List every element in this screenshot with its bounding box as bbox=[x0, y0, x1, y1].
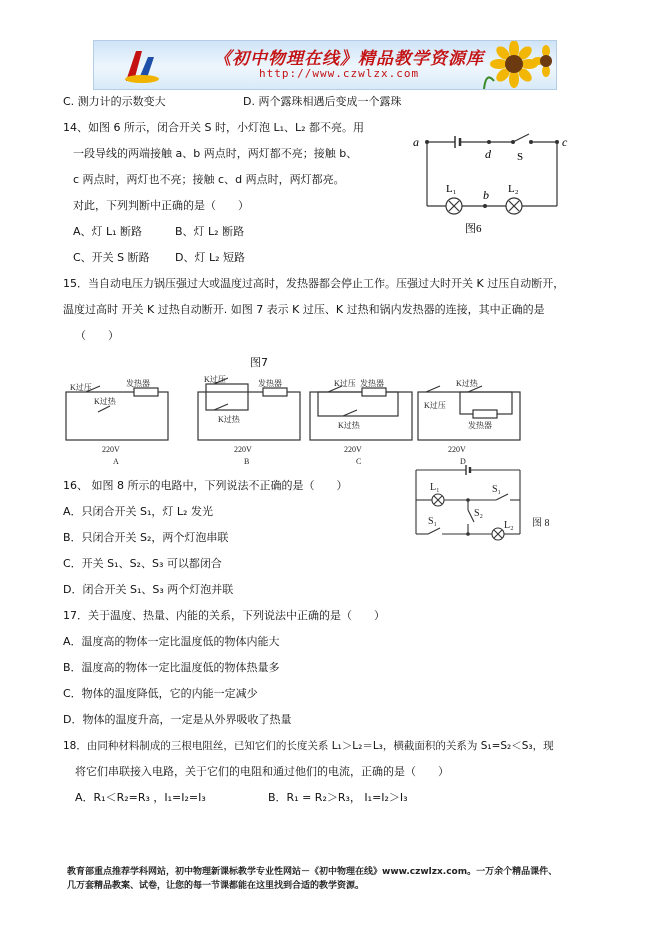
fig6-label-c: c bbox=[562, 135, 568, 149]
fig7b-k-guore: K过热 bbox=[218, 415, 240, 424]
q16-stem-line1: 16、 如图 8 所示的电路中，下列说法不正确的是（ ） bbox=[63, 479, 348, 492]
fig7a-heater: 发热器 bbox=[126, 379, 150, 388]
q18-option-b: B．R₁ = R₂＞R₃， I₁=I₂＞I₃ bbox=[268, 791, 408, 804]
fig8-label-l1: L₁ bbox=[430, 482, 440, 493]
q15-stem-line1: 15．当自动电压力锅压强过大或温度过高时，发热器都会停止工作。压强过大时开关 K 过压自动断开， bbox=[63, 277, 565, 290]
q14-stem-line3: c 两点时，两灯也不亮；接触 c、d 两点时，两灯都亮。 bbox=[73, 173, 345, 186]
fig7d-k-guore: K过热 bbox=[456, 379, 478, 388]
fig6-caption: 图6 bbox=[465, 223, 482, 235]
banner-title: 《初中物理在线》精品教学资源库 bbox=[214, 49, 484, 69]
fig7b-k-guoya: K过压 bbox=[204, 375, 226, 384]
header-banner bbox=[93, 40, 557, 90]
fig7-option-b: B bbox=[244, 457, 250, 466]
q14-stem-line1: 14、如图 6 所示，闭合开关 S 时，小灯泡 L₁、L₂ 都不亮。用 bbox=[63, 121, 365, 134]
fig7a-voltage: 220V bbox=[102, 445, 120, 454]
q15-stem-line3: （ ） bbox=[75, 329, 119, 342]
footer-line1: 教育部重点推荐学科网站，初中物理新课标教学专业性网站－《初中物理在线》www.czwlzx.com。一万余个精品课件、 bbox=[67, 867, 558, 877]
fig8-label-l2: L₂ bbox=[504, 520, 514, 531]
q17-option-a: A．温度高的物体一定比温度低的物体内能大 bbox=[63, 635, 280, 648]
fig7b-heater: 发热器 bbox=[258, 379, 282, 388]
q15-figure-title: 图7 bbox=[250, 356, 268, 369]
fig8-caption: 图 8 bbox=[532, 518, 550, 529]
fig7-option-d: D bbox=[460, 457, 466, 466]
figure-7-circuits bbox=[58, 375, 508, 470]
banner-url: http://www.czwlzx.com bbox=[259, 67, 420, 80]
q17-stem-line1: 17．关于温度、热量、内能的关系，下列说法中正确的是（ ） bbox=[63, 609, 385, 622]
fig7b-voltage: 220V bbox=[234, 445, 252, 454]
q16-option-c: C．开关 S₁、S₂、S₃ 可以都闭合 bbox=[63, 557, 222, 570]
fig7c-k-guore: K过热 bbox=[338, 421, 360, 430]
q14-option-b: B、灯 L₂ 断路 bbox=[175, 225, 245, 238]
fig7d-voltage: 220V bbox=[448, 445, 466, 454]
q14-stem-line2: 一段导线的两端接触 a、b 两点时，两灯都不亮；接触 b、 bbox=[73, 147, 358, 160]
fig8-label-s2: S₂ bbox=[474, 508, 484, 519]
figure-8-circuit bbox=[408, 460, 568, 544]
site-logo-icon bbox=[122, 45, 162, 85]
q14-stem-line4: 对此，下列判断中正确的是（ ） bbox=[73, 199, 249, 212]
fig8-label-s1-bottom: S₁ bbox=[428, 516, 438, 527]
fig7d-heater: 发热器 bbox=[468, 421, 492, 430]
q14-option-c: C、开关 S 断路 bbox=[73, 251, 150, 264]
q14-option-d: D、灯 L₂ 短路 bbox=[175, 251, 246, 264]
q13-option-d: D. 两个露珠相遇后变成一个露珠 bbox=[243, 95, 402, 108]
fig6-label-d: d bbox=[485, 147, 491, 161]
fig6-label-s: S bbox=[517, 151, 524, 163]
fig6-label-b: b bbox=[483, 188, 489, 202]
q17-option-b: B．温度高的物体一定比温度低的物体热量多 bbox=[63, 661, 280, 674]
fig6-label-l1: L₁ bbox=[446, 183, 457, 195]
fig7c-k-guoya: K过压 bbox=[334, 379, 356, 388]
fig8-label-s1-top: S₁ bbox=[492, 484, 502, 495]
figure-6-circuit bbox=[405, 128, 580, 238]
q18-stem-line2: 将它们串联接入电路，关于它们的电阻和通过他们的电流，正确的是（ ） bbox=[75, 765, 449, 778]
fig7a-k-guoya: K过压 bbox=[70, 383, 92, 392]
fig6-label-l2: L₂ bbox=[508, 183, 519, 195]
q16-option-b: B．只闭合开关 S₂，两个灯泡串联 bbox=[63, 531, 229, 544]
sunflower-icon bbox=[474, 41, 556, 89]
q16-option-a: A．只闭合开关 S₁，灯 L₂ 发光 bbox=[63, 505, 213, 518]
fig7c-voltage: 220V bbox=[344, 445, 362, 454]
footer-line2: 几万套精品教案、试卷，让您的每一节课都能在这里找到合适的教学资源。 bbox=[67, 881, 365, 891]
q18-stem-line1: 18．由同种材料制成的三根电阻丝，已知它们的长度关系 L₁＞L₂＝L₃，横截面积的关系为 S₁=S₂＜S₃，现 bbox=[63, 740, 554, 752]
q18-option-a: A．R₁＜R₂=R₃ ，I₁=I₂=I₃ bbox=[75, 791, 206, 804]
q15-stem-line2: 温度过高时 开关 K 过热自动断开. 如图 7 表示 K 过压、K 过热和锅内发热器的连接，其中正确的是 bbox=[63, 303, 545, 316]
q17-option-d: D．物体的温度升高，一定是从外界吸收了热量 bbox=[63, 713, 292, 726]
fig6-label-a: a bbox=[413, 135, 419, 149]
q17-option-c: C．物体的温度降低，它的内能一定减少 bbox=[63, 687, 258, 700]
fig7c-heater: 发热器 bbox=[360, 379, 384, 388]
q14-option-a: A、灯 L₁ 断路 bbox=[73, 225, 143, 238]
fig7-option-c: C bbox=[356, 457, 362, 466]
fig7-option-a: A bbox=[113, 457, 119, 466]
q13-option-c: C. 测力计的示数变大 bbox=[63, 95, 166, 108]
q16-option-d: D．闭合开关 S₁、S₃ 两个灯泡并联 bbox=[63, 583, 234, 596]
fig7a-k-guore: K过热 bbox=[94, 397, 116, 406]
fig7d-k-guoya: K过压 bbox=[424, 401, 446, 410]
